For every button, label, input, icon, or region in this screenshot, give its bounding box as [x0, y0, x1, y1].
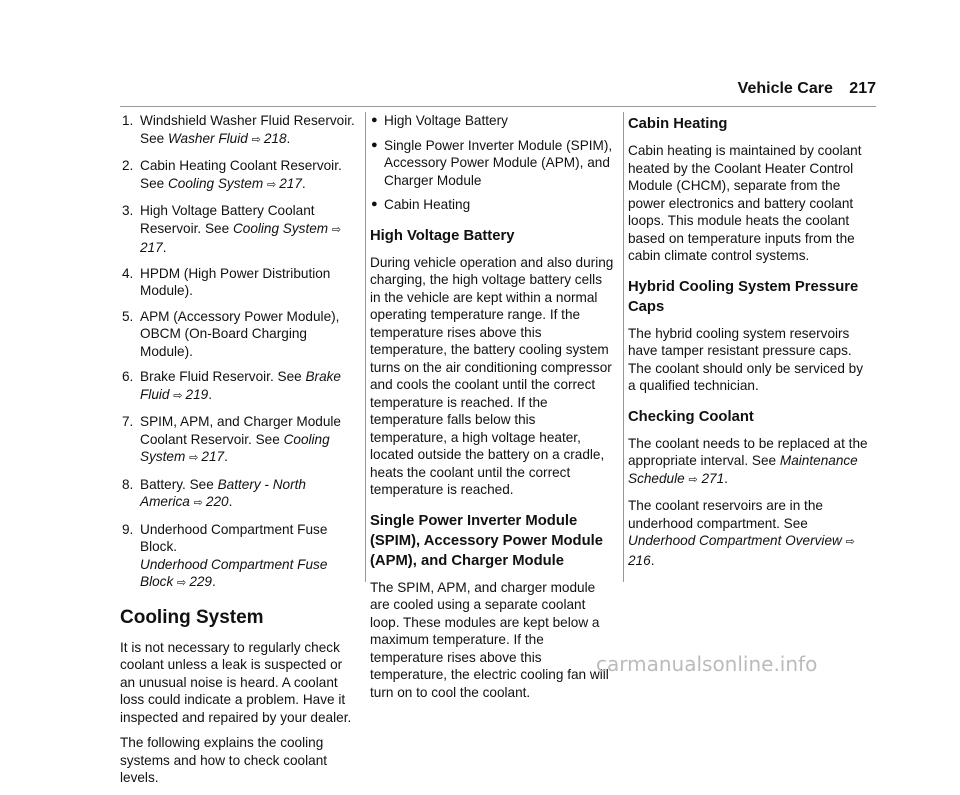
list-item-punctuation: .: [286, 130, 291, 146]
page-reference-number[interactable]: 220: [205, 494, 229, 509]
checking-coolant-heading: Checking Coolant: [628, 408, 754, 425]
cross-reference-link[interactable]: Cooling System: [140, 431, 330, 464]
column-middle: [370, 112, 616, 709]
header-page-number: 217: [849, 80, 876, 97]
page-reference-icon: ⇨: [189, 452, 202, 464]
cross-reference-link[interactable]: Cooling System: [167, 175, 267, 191]
list-item: [120, 521, 358, 593]
list-item: [120, 413, 358, 468]
page-reference-number[interactable]: 216: [628, 552, 651, 568]
cross-reference-link[interactable]: Maintenance Schedule: [628, 453, 858, 486]
page-reference-number[interactable]: 271: [701, 470, 725, 486]
header-rule: [120, 106, 876, 107]
page-reference-number[interactable]: 218: [263, 130, 287, 146]
list-item: [120, 476, 358, 513]
high-voltage-battery-heading: High Voltage Battery: [370, 227, 515, 244]
page-reference-icon: ⇨: [251, 133, 264, 146]
page-reference-number[interactable]: 229: [189, 574, 212, 589]
bullet-text: High Voltage Battery: [384, 113, 508, 128]
page-reference-icon: ⇨: [177, 577, 190, 589]
bullet-item: [370, 196, 616, 214]
page-header: [690, 80, 876, 98]
cooling-system-title: Cooling System: [120, 606, 264, 628]
list-item-text: High Voltage Battery Coolant Reservoir. See: [140, 203, 315, 236]
bullet-text: Cabin Heating: [384, 197, 471, 212]
bullet-item: [370, 137, 616, 190]
page-reference-number[interactable]: 217: [201, 449, 225, 464]
cross-reference-link[interactable]: Brake Fluid: [140, 369, 341, 402]
page-reference-icon: ⇨: [173, 389, 186, 402]
paragraph-text: The coolant needs to be replaced at the appropriate interval. See: [628, 435, 868, 468]
spim-heading: Single Power Inverter Module (SPIM), Accessory Power Module (APM), and Charger Module: [370, 512, 603, 569]
page-reference-number[interactable]: 217: [279, 175, 302, 191]
list-item-number: 6.: [122, 369, 134, 384]
cooling-paragraph: It is not necessary to regularly check coolant unless a leak is suspected or an unusual noise is heard. A coolant loss could indicate a problem. Have it inspected and repaired by your dealer.: [120, 639, 352, 725]
pressure-caps-heading: Hybrid Cooling System Pressure Caps: [628, 278, 859, 315]
bullet-item: [370, 112, 616, 130]
list-item-punctuation: .: [162, 240, 167, 255]
checking-coolant-paragraph: The coolant reservoirs are in the underhood compartment. See Underhood Compartment Overview ⇨ 216.: [628, 498, 855, 568]
list-item-number: 1.: [122, 113, 134, 128]
header-section-title: Vehicle Care: [737, 80, 833, 97]
list-item-number: 5.: [122, 308, 134, 324]
column-left: [120, 112, 358, 795]
list-item: [120, 265, 358, 300]
cross-reference-link[interactable]: Underhood Compartment Overview: [628, 533, 842, 548]
list-item-number: 4.: [122, 265, 134, 281]
list-item-punctuation: .: [212, 574, 216, 589]
list-item-text: HPDM (High Power Distribution Module).: [140, 265, 331, 298]
high-voltage-battery-paragraph: During vehicle operation and also during charging, the high voltage battery cells in the vehicle are kept within a normal operating temperature range. If the temperature rises above this temperature, the battery cooling system turns on the air conditioning compressor and cools the coolant until the correct temperature is reached. If the temperature falls below this temperature, a high voltage heater, located outside the battery on a cradle, heats the coolant until the correct temperature is reached.: [370, 254, 614, 497]
column-divider: [365, 112, 366, 582]
cross-reference-link[interactable]: Underhood Compartment Fuse Block: [140, 556, 328, 589]
list-item-number: 7.: [122, 414, 134, 429]
spim-paragraph: The SPIM, APM, and charger module are cooled using a separate coolant loop. These modules are kept below a maximum temperature. If the temperature rises above this temperature, the electric cooling fan will turn on to cool the coolant.: [370, 579, 609, 700]
checking-coolant-paragraph: The coolant needs to be replaced at the appropriate interval. See Maintenance Schedule ⇨ 271.: [628, 435, 868, 486]
list-item-text: Brake Fluid Reservoir. See: [140, 369, 306, 384]
bullet-icon: ●: [371, 138, 378, 151]
bullet-text: Single Power Inverter Module (SPIM), Accessory Power Module (APM), and Charger Module: [384, 137, 613, 188]
paragraph-text: The coolant reservoirs are in the underhood compartment. See: [628, 498, 823, 531]
cabin-heating-paragraph: Cabin heating is maintained by coolant heated by the Coolant Heater Control Module (CHCM), separate from the power electronics and battery coolant loops. This module heats the coolant based on temperature inputs from the cabin climate control systems.: [628, 143, 862, 263]
list-item-text: Cabin Heating Coolant Reservoir. See: [140, 158, 342, 191]
column-right: [628, 112, 874, 577]
page-reference-icon: ⇨: [266, 178, 280, 191]
list-item: [120, 308, 358, 361]
list-item-punctuation: .: [208, 386, 212, 402]
list-item-punctuation: .: [301, 175, 306, 191]
cross-reference-link[interactable]: Cooling System: [232, 220, 332, 236]
watermark: carmanualsonline.info: [596, 652, 818, 676]
list-item: [120, 368, 358, 405]
pressure-caps-paragraph: The hybrid cooling system reservoirs have tamper resistant pressure caps. The coolant should only be serviced by a qualified technician.: [628, 325, 864, 393]
bullet-icon: ●: [371, 198, 378, 210]
column-divider: [623, 112, 624, 582]
cross-reference-link[interactable]: Washer Fluid: [167, 130, 252, 146]
page-reference-icon: ⇨: [331, 223, 342, 236]
list-item-text: Windshield Washer Fluid Reservoir. See: [140, 113, 355, 146]
cooling-paragraph: The following explains the cooling systems and how to check coolant levels.: [120, 735, 328, 785]
page-reference-icon: ⇨: [193, 497, 206, 509]
list-item-text: APM (Accessory Power Module), OBCM (On-Board Charging Module).: [140, 308, 340, 359]
component-list: [120, 112, 358, 593]
list-item-punctuation: .: [224, 449, 228, 464]
page-reference-number[interactable]: 219: [185, 386, 209, 402]
list-item-number: 9.: [122, 521, 134, 537]
list-item-text: Underhood Compartment Fuse Block.: [140, 521, 328, 554]
list-item-punctuation: .: [228, 494, 233, 509]
list-item-number: 3.: [122, 203, 134, 218]
list-item: [120, 202, 358, 257]
page-reference-icon: ⇨: [688, 473, 698, 486]
cooling-systems-list: [370, 112, 616, 214]
list-item-number: 8.: [122, 476, 134, 492]
page-reference-icon: ⇨: [845, 536, 855, 548]
list-item-number: 2.: [122, 158, 134, 173]
page-reference-number[interactable]: 217: [140, 240, 163, 255]
list-item-text: Battery. See: [140, 476, 218, 492]
cross-reference-link[interactable]: Battery - North America: [140, 476, 306, 509]
list-item: [120, 157, 358, 194]
cabin-heating-heading: Cabin Heating: [628, 116, 728, 132]
bullet-icon: ●: [371, 114, 378, 126]
list-item: [120, 112, 358, 149]
list-item-text: SPIM, APM, and Charger Module Coolant Reservoir. See: [140, 414, 341, 447]
